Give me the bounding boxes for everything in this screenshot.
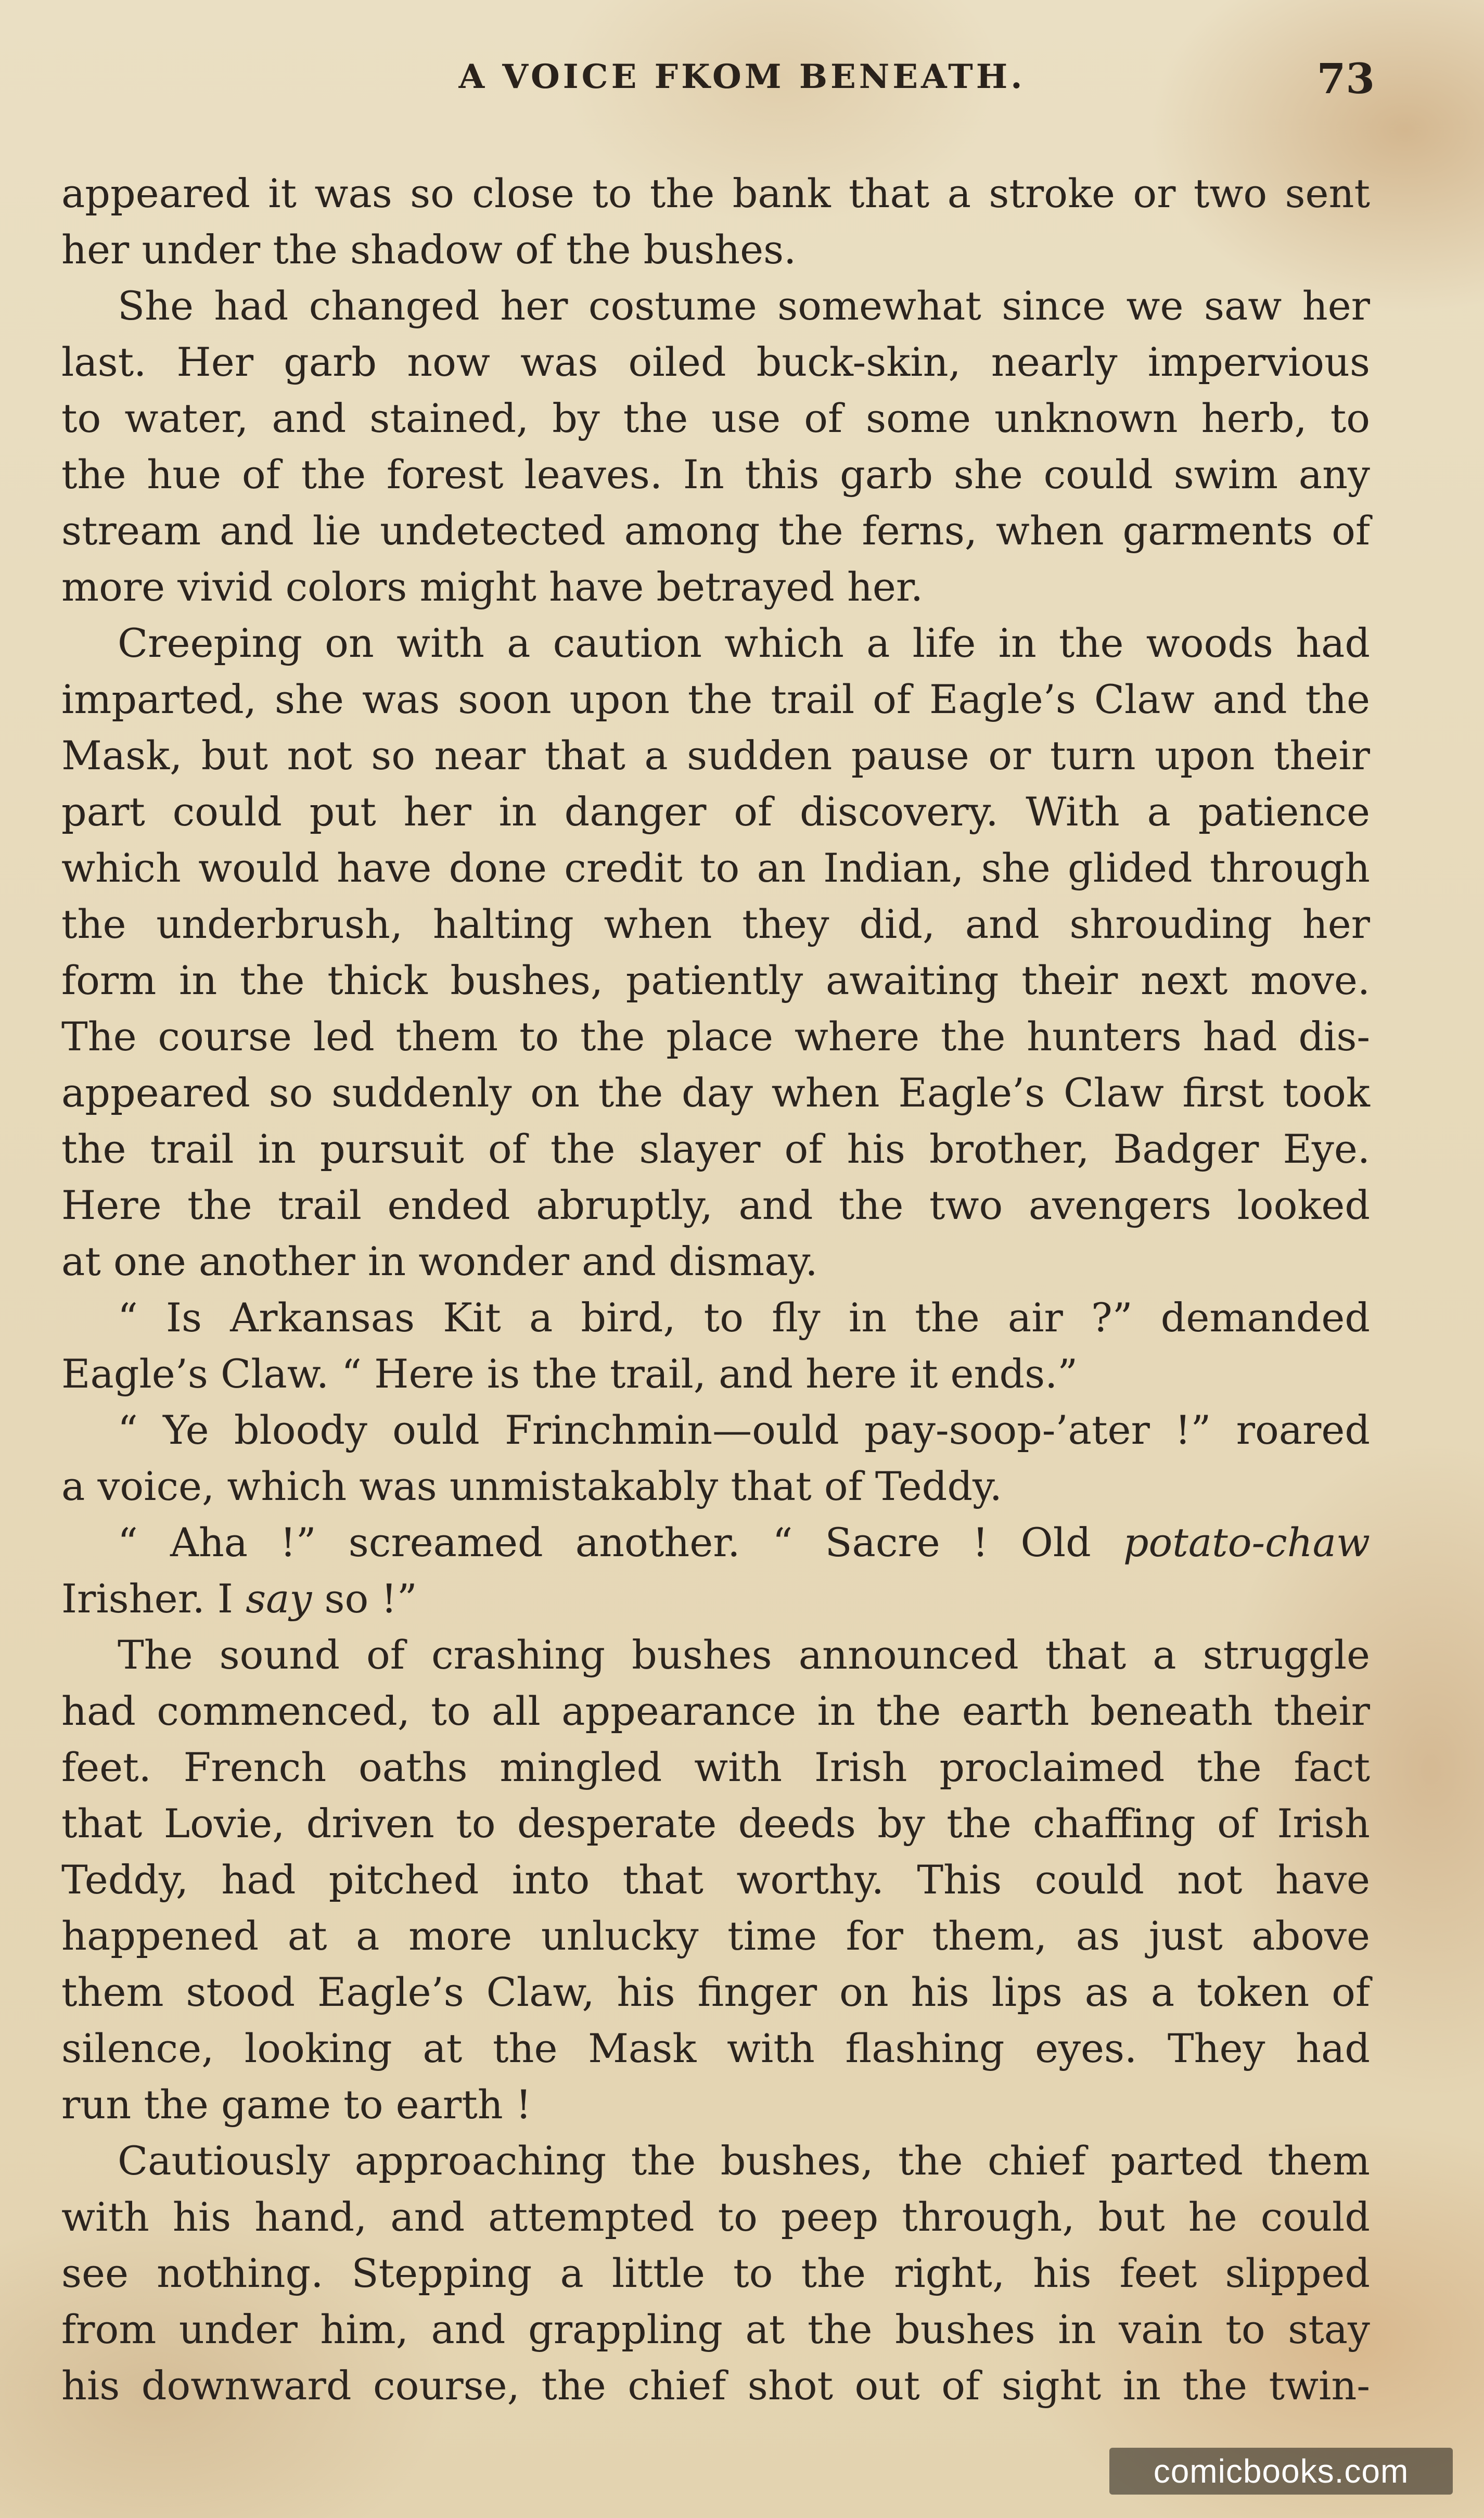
text-segment: Teddy, had pitched into that worthy. This could not have — [61, 1856, 1370, 1903]
text-line — [61, 1739, 1370, 1796]
text-line — [61, 503, 1370, 559]
page-header — [0, 54, 1484, 115]
text-segment: The sound of crashing bushes announced that a struggle — [118, 1632, 1370, 1678]
text-segment: She had changed her costume somewhat since we saw her — [118, 283, 1370, 329]
text-line — [61, 390, 1370, 447]
text-segment: Mask, but not so near that a sudden pause or turn upon their — [61, 732, 1370, 779]
text-segment: happened at a more unlucky time for them, as just above — [61, 1913, 1370, 1959]
text-segment: more vivid colors might have betrayed her. — [61, 564, 924, 610]
text-segment: her under the shadow of the bushes. — [61, 226, 797, 273]
text-line — [61, 840, 1370, 896]
text-segment: to water, and stained, by the use of some unknown herb, to — [61, 395, 1370, 441]
text-line — [61, 671, 1370, 728]
text-segment: form in the thick bushes, patiently awaiting their next move. — [61, 957, 1370, 1003]
text-line — [61, 1177, 1370, 1233]
text-line — [61, 952, 1370, 1009]
text-segment: stream and lie undetected among the ferns, when garments of — [61, 507, 1370, 554]
text-line — [61, 1121, 1370, 1177]
text-segment: a voice, which was unmistakably that of Teddy. — [61, 1463, 1002, 1509]
text-line — [61, 1402, 1370, 1458]
text-line — [61, 1852, 1370, 1908]
text-segment: from under him, and grappling at the bushes in vain to stay — [61, 2306, 1370, 2352]
text-line — [61, 1908, 1370, 1964]
text-line — [61, 1346, 1370, 1402]
text-segment: “ Aha !” screamed another. “ Sacre ! Old — [118, 1519, 1123, 1566]
body-text — [61, 166, 1370, 2414]
watermark — [1109, 2448, 1453, 2495]
text-line — [61, 2133, 1370, 2189]
text-segment: The course led them to the place where the hunters had dis- — [61, 1013, 1370, 1060]
text-segment: the hue of the forest leaves. In this garb she could swim any — [61, 451, 1370, 498]
text-segment: last. Her garb now was oiled buck-skin, nearly impervious — [61, 339, 1370, 385]
text-segment: feet. French oaths mingled with Irish proclaimed the fact — [61, 1744, 1370, 1790]
text-segment: at one another in wonder and dismay. — [61, 1238, 818, 1285]
text-segment: Here the trail ended abruptly, and the two avengers looked — [61, 1182, 1370, 1228]
text-segment: “ Ye bloody ould Frinchmin—ould pay-soop-’ater !” roared — [118, 1407, 1370, 1453]
text-line — [61, 1515, 1370, 1571]
text-line — [61, 2020, 1370, 2077]
text-segment: Creeping on with a caution which a life in the woods had — [118, 620, 1370, 666]
text-line — [61, 1233, 1370, 1290]
text-line — [61, 222, 1370, 278]
text-segment: Irisher. I — [61, 1575, 246, 1622]
italic-text: potato-chaw — [1123, 1519, 1370, 1566]
italic-text: say — [246, 1575, 312, 1622]
text-segment: his downward course, the chief shot out of sight in the twin- — [61, 2362, 1370, 2409]
text-segment: the trail in pursuit of the slayer of his brother, Badger Eye. — [61, 1126, 1370, 1172]
text-line — [61, 2245, 1370, 2301]
text-line — [61, 1571, 1370, 1627]
text-segment: them stood Eagle’s Claw, his finger on his lips as a token of — [61, 1969, 1370, 2015]
running-head: A VOICE FKOM BENEATH. — [458, 57, 1026, 96]
text-segment: that Lovie, driven to desperate deeds by the chaffing of Irish — [61, 1800, 1370, 1847]
text-segment: with his hand, and attempted to peep through, but he could — [61, 2194, 1370, 2240]
text-line — [61, 1458, 1370, 1515]
text-line — [61, 728, 1370, 784]
text-segment: had commenced, to all appearance in the earth beneath their — [61, 1688, 1370, 1734]
text-line — [61, 166, 1370, 222]
text-segment: silence, looking at the Mask with flashing eyes. They had — [61, 2025, 1370, 2071]
text-segment: “ Is Arkansas Kit a bird, to fly in the air ?” demanded — [118, 1294, 1370, 1341]
text-line — [61, 896, 1370, 952]
text-line — [61, 559, 1370, 615]
text-line — [61, 2358, 1370, 2414]
text-segment: the underbrush, halting when they did, and shrouding her — [61, 901, 1370, 947]
text-line — [61, 1964, 1370, 2020]
text-segment: see nothing. Stepping a little to the right, his feet slipped — [61, 2250, 1370, 2296]
page-number: 73 — [1316, 54, 1375, 103]
text-line — [61, 1796, 1370, 1852]
watermark-text: comicbooks.com — [1153, 2452, 1409, 2490]
text-line — [61, 784, 1370, 840]
text-line — [61, 334, 1370, 390]
text-line — [61, 615, 1370, 671]
text-line — [61, 278, 1370, 334]
text-segment: part could put her in danger of discovery. With a patience — [61, 789, 1370, 835]
text-line — [61, 1290, 1370, 1346]
text-segment: Eagle’s Claw. “ Here is the trail, and here it ends.” — [61, 1351, 1078, 1397]
text-line — [61, 1009, 1370, 1065]
text-line — [61, 2077, 1370, 2133]
text-line — [61, 2189, 1370, 2245]
text-line — [61, 2301, 1370, 2358]
text-segment: which would have done credit to an Indian, she glided through — [61, 845, 1370, 891]
text-segment: Cautiously approaching the bushes, the chief parted them — [118, 2138, 1370, 2184]
text-segment: appeared it was so close to the bank that a stroke or two sent — [61, 170, 1370, 217]
text-line — [61, 1627, 1370, 1683]
text-segment: imparted, she was soon upon the trail of Eagle’s Claw and the — [61, 676, 1370, 722]
text-line — [61, 1065, 1370, 1121]
text-segment: appeared so suddenly on the day when Eagle’s Claw first took — [61, 1070, 1370, 1116]
text-segment: so !” — [312, 1575, 417, 1622]
text-line — [61, 447, 1370, 503]
text-line — [61, 1683, 1370, 1739]
text-segment: run the game to earth ! — [61, 2081, 532, 2128]
